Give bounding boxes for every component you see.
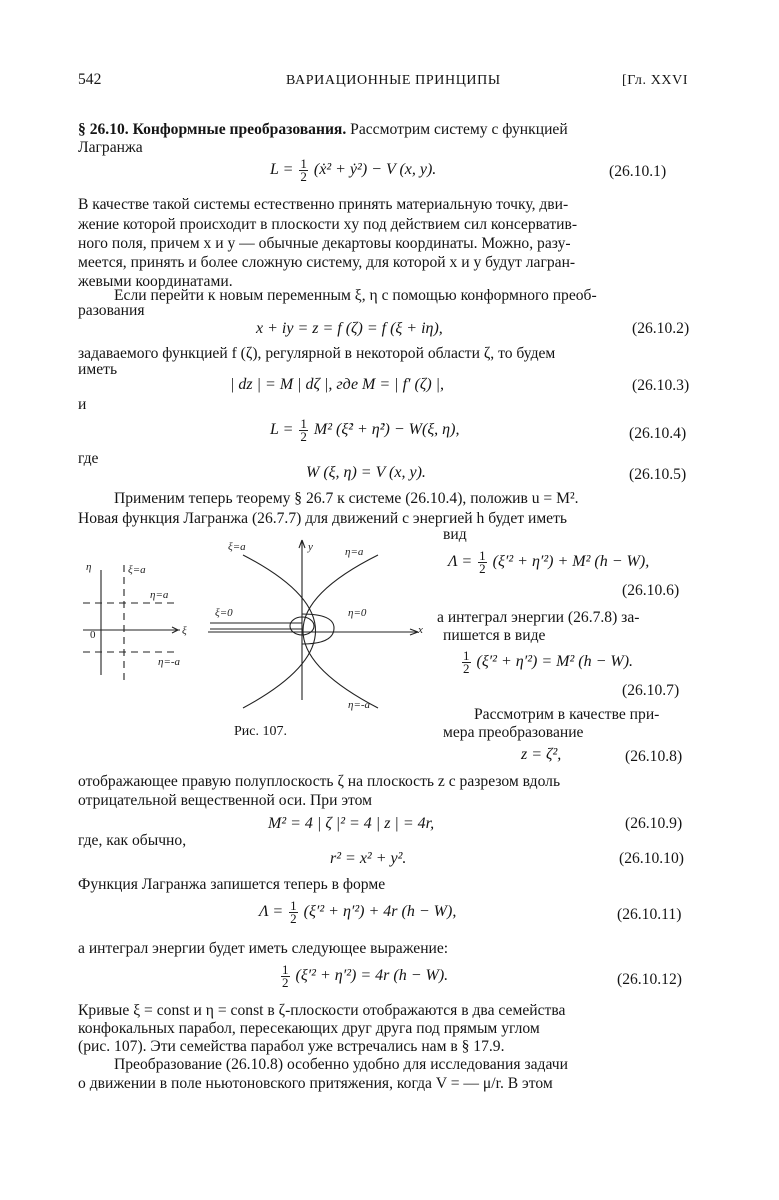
paragraph-line: пишется в виде: [443, 627, 546, 644]
label-eta-minus-a-left: η=-a: [158, 656, 181, 668]
equation-label: (26.10.5): [629, 466, 687, 483]
paragraph-line: а интеграл энергии (26.7.8) за-: [437, 609, 640, 626]
label-eta-a-left: η=a: [150, 589, 169, 601]
figure-caption: Рис. 107.: [234, 724, 287, 739]
equation-label: (26.10.12): [617, 971, 682, 988]
equation-26-10-3: | dz | = M | dζ |, где M = | f′ (ζ) |,: [230, 376, 445, 393]
paragraph-line: Рассмотрим в качестве при-: [474, 706, 660, 723]
equation-26-10-1: L = $\frac{1}{2}$ (ẋ² + ẏ²) − V (x, y).: [270, 156, 437, 184]
paragraph-line: о движении в поле ньютоновского притяжения, когда V = — μ/r. В этом: [78, 1075, 553, 1092]
equation-label: (26.10.11): [617, 906, 682, 923]
paragraph-line: Преобразование (26.10.8) особенно удобно для исследования задачи: [114, 1056, 568, 1073]
equation-label: (26.10.6): [622, 582, 680, 599]
paragraph-line: Применим теперь теорему § 26.7 к системе (26.10.4), положив u = M².: [114, 490, 579, 507]
equation-26-10-7: $\frac{1}{2}$ (ξ′² + η′²) = M² (h − W).: [463, 648, 634, 676]
label-xi-a-right: ξ=a: [228, 541, 246, 553]
paragraph-line: Функция Лагранжа запишется теперь в форме: [78, 876, 386, 893]
equation-label: (26.10.4): [629, 425, 687, 442]
equation-26-10-8: z = ζ²,: [521, 746, 562, 763]
paragraph-line: разования: [78, 302, 145, 319]
paragraph-line: мера преобразование: [443, 724, 584, 741]
equation-label: (26.10.10): [619, 850, 684, 867]
paragraph-line: Кривые ξ = const и η = const в ζ-плоскости отображаются в два семейства: [78, 1002, 566, 1019]
chapter-label: [Гл. XXVI: [622, 73, 689, 88]
label-x-axis: x: [418, 624, 423, 636]
equation-26-10-12: $\frac{1}{2}$ (ξ′² + η′²) = 4r (h − W).: [282, 962, 449, 990]
equation-26-10-2: x + iy = z = f (ζ) = f (ξ + iη),: [256, 320, 443, 337]
paragraph-line: ного поля, причем x и y — обычные декартовы координаты. Можно, разу-: [78, 235, 571, 252]
label-eta-0: η=0: [348, 607, 367, 619]
label-xi-a-left: ξ=a: [128, 564, 146, 576]
paragraph-line: Если перейти к новым переменным ξ, η с помощью конформного преоб-: [114, 287, 597, 304]
equation-26-10-6: Λ = $\frac{1}{2}$ (ξ′² + η′²) + M² (h − W),: [448, 548, 650, 576]
paragraph-line: В качестве такой системы естественно принять материальную точку, дви-: [78, 196, 569, 213]
paragraph-line: а интеграл энергии будет иметь следующее выражение:: [78, 940, 449, 957]
figure-107: [78, 530, 438, 745]
equation-label: (26.10.1): [609, 163, 667, 180]
equation-label: (26.10.3): [632, 377, 690, 394]
paragraph-line: (рис. 107). Эти семейства парабол уже встречались нам в § 17.9.: [78, 1038, 505, 1055]
paragraph-line: иметь: [78, 361, 118, 378]
equation-26-10-4: L = $\frac{1}{2}$ M² (ξ̇² + η̇²) − W(ξ, η),: [270, 416, 460, 444]
equation-26-10-10: r² = x² + y².: [330, 850, 407, 867]
section-intro-line2: Лагранжа: [78, 139, 143, 156]
paragraph-line: жение которой происходит в плоскости xy под действием сил консерватив-: [78, 216, 578, 233]
small-parabola: [302, 614, 334, 644]
label-eta-a-right: η=a: [345, 546, 364, 558]
section-intro-text: Рассмотрим систему с функцией: [350, 121, 568, 138]
label-xi-0: ξ=0: [215, 607, 233, 619]
equation-26-10-5: W (ξ, η) = V (x, y).: [306, 464, 426, 481]
paragraph-line: задаваемого функцией f (ζ), регулярной в некоторой области ζ, то будем: [78, 345, 556, 362]
label-zero: 0: [90, 629, 96, 641]
paragraph-line: Новая функция Лагранжа (26.7.7) для движений с энергией h будет иметь: [78, 510, 568, 527]
label-eta-minus-a-right: η=-a: [348, 699, 371, 711]
equation-label: (26.10.7): [622, 682, 680, 699]
equation-26-10-9: M² = 4 | ζ |² = 4 | z | = 4r,: [268, 815, 435, 832]
section-intro: [78, 120, 696, 140]
label-xi-axis: ξ: [182, 625, 187, 637]
equation-label: (26.10.8): [625, 748, 683, 765]
page-number: 542: [78, 71, 102, 88]
section-heading: § 26.10. Конформные преобразования.: [78, 121, 347, 138]
paragraph-line: отрицательной вещественной оси. При этом: [78, 792, 373, 809]
where-as-usual: где, как обычно,: [78, 832, 187, 849]
equation-26-10-11: Λ = $\frac{1}{2}$ (ξ′² + η′²) + 4r (h − W),: [259, 898, 457, 926]
paragraph-line: меется, принять и более сложную систему, для которой x и y будут лагран-: [78, 254, 576, 271]
paragraph-line: конфокальных парабол, пересекающих друг друга под прямым углом: [78, 1020, 540, 1037]
word-vid: вид: [443, 526, 467, 543]
paragraph-line: отображающее правую полуплоскость ζ на плоскость z с разрезом вдоль: [78, 773, 561, 790]
paragraph-line: жевыми координатами.: [78, 273, 233, 290]
equation-label: (26.10.9): [625, 815, 683, 832]
label-eta-axis: η: [86, 561, 92, 573]
word-where: где: [78, 450, 99, 467]
conjunction-and: и: [78, 396, 87, 413]
running-title: ВАРИАЦИОННЫЕ ПРИНЦИПЫ: [286, 73, 501, 88]
equation-label: (26.10.2): [632, 320, 690, 337]
label-y-axis: y: [308, 541, 313, 553]
